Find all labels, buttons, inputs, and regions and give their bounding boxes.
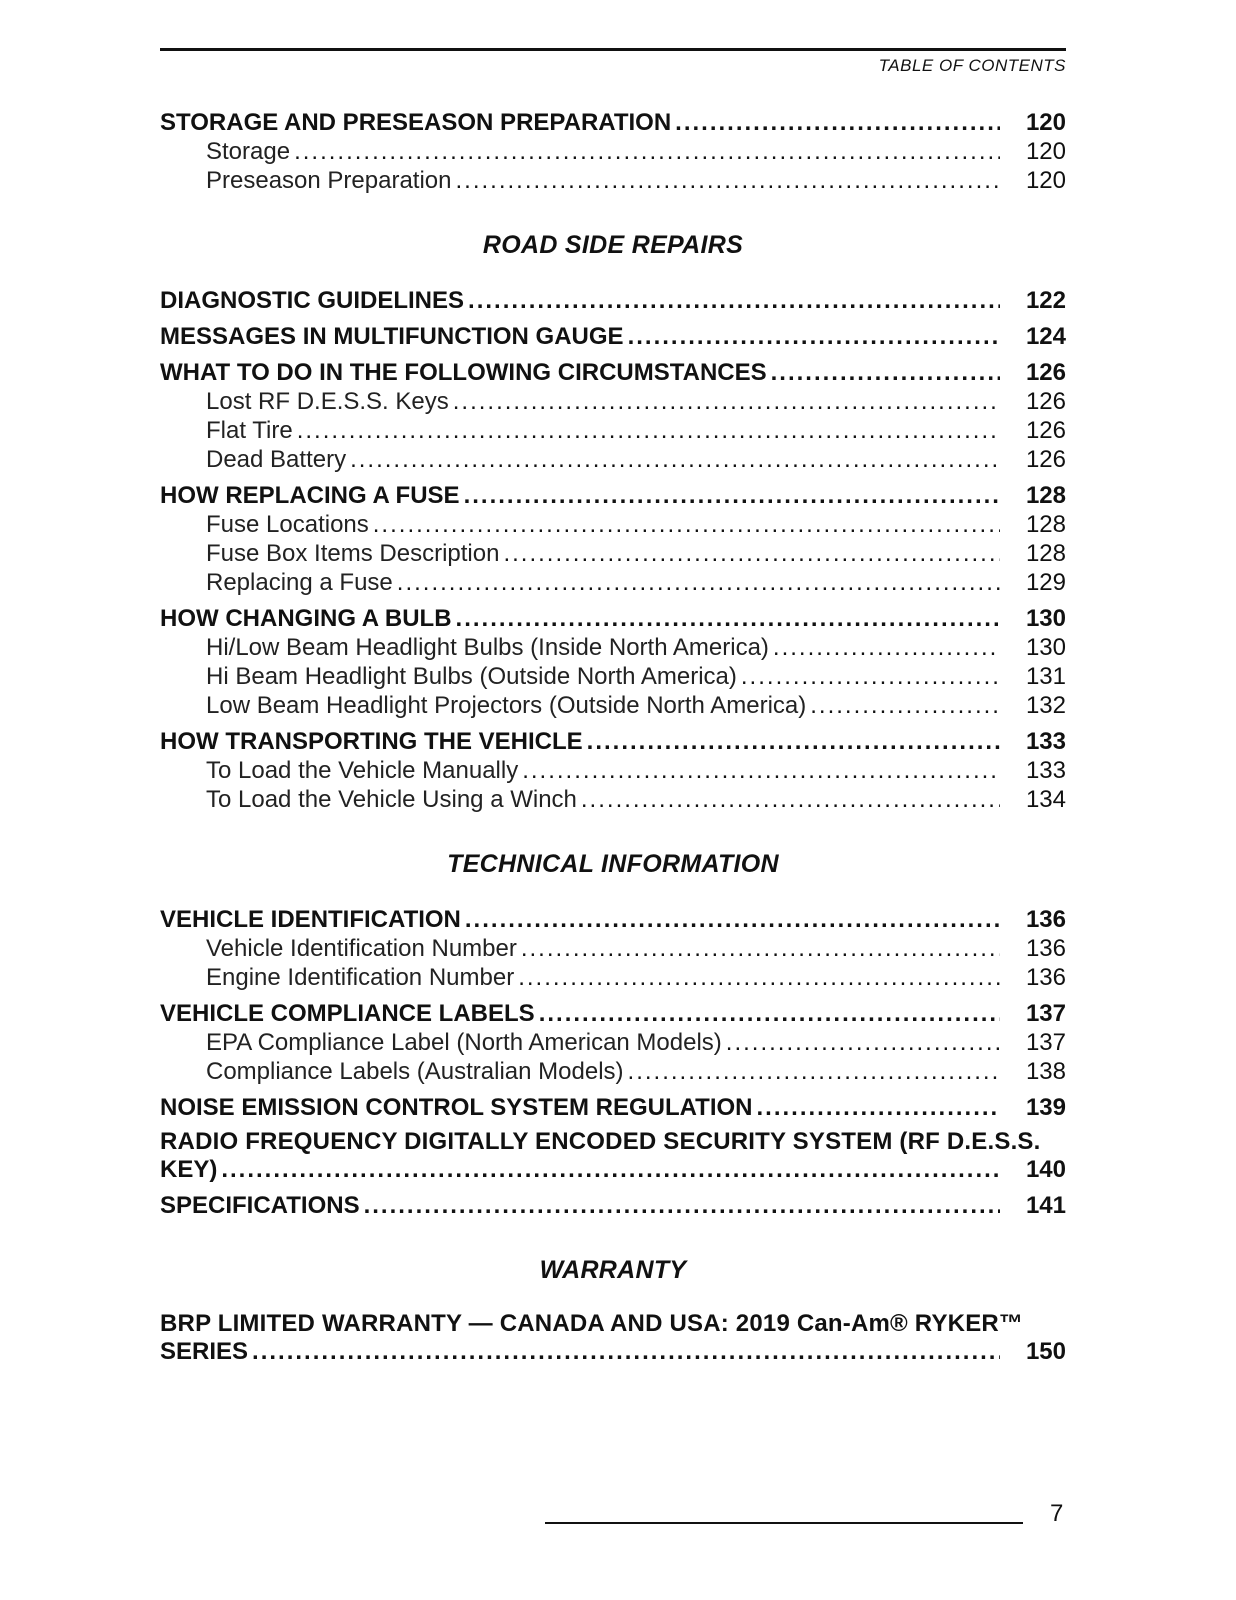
- toc-entry-title: HOW REPLACING A FUSE: [160, 482, 460, 509]
- toc-entry-page: 140: [1025, 1156, 1066, 1183]
- toc-entry-title: STORAGE AND PRESEASON PREPARATION: [160, 109, 672, 136]
- dot-leader: [628, 322, 1000, 351]
- page-number: 7: [1050, 1500, 1064, 1527]
- dot-leader: [587, 727, 1000, 756]
- toc-entry-title: Vehicle Identification Number: [206, 934, 517, 962]
- toc-entry-title: HOW TRANSPORTING THE VEHICLE: [160, 728, 583, 755]
- toc-entry-title: Fuse Locations: [206, 510, 369, 538]
- toc-entry-title: Replacing a Fuse: [206, 568, 393, 596]
- toc-entry-title: VEHICLE COMPLIANCE LABELS: [160, 1000, 535, 1027]
- toc-entry-title: VEHICLE IDENTIFICATION: [160, 906, 461, 933]
- dot-leader: [364, 1191, 1000, 1220]
- toc-entry-title: Hi Beam Headlight Bulbs (Outside North America): [206, 662, 737, 690]
- toc-entry-title: NOISE EMISSION CONTROL SYSTEM REGULATION: [160, 1094, 753, 1121]
- toc-subentry-epa-label[interactable]: [160, 1028, 1066, 1057]
- toc-entry-page: 122: [1025, 287, 1066, 314]
- toc-entry-page: 120: [1025, 137, 1066, 165]
- dot-leader: [350, 445, 1000, 474]
- toc-entry-page: 137: [1025, 1028, 1066, 1056]
- dot-leader: [521, 934, 1000, 963]
- dot-leader: [456, 604, 1000, 633]
- toc-entry-page: 137: [1025, 1000, 1066, 1027]
- toc-subentry-fuse-box[interactable]: [160, 539, 1066, 568]
- toc-entry-title: Preseason Preparation: [206, 166, 452, 194]
- toc-entry-page: 136: [1025, 934, 1066, 962]
- dot-leader: [771, 358, 1000, 387]
- toc-entry-page: 131: [1025, 662, 1066, 690]
- dot-leader: [464, 481, 1000, 510]
- toc-entry-title-line2: SERIES: [160, 1338, 249, 1365]
- toc-entry-page: 141: [1025, 1192, 1066, 1219]
- toc-entry-title: Compliance Labels (Australian Models): [206, 1057, 624, 1085]
- dot-leader: [221, 1155, 1000, 1184]
- toc-entry-circumstances[interactable]: [160, 358, 1066, 387]
- toc-entry-page: 128: [1025, 510, 1066, 538]
- dot-leader: [810, 691, 1000, 720]
- section-title-road-side-repairs: ROAD SIDE REPAIRS: [482, 231, 744, 259]
- section-title-warranty: WARRANTY: [539, 1256, 687, 1284]
- toc-subentry-engine-id[interactable]: [160, 963, 1066, 992]
- dot-leader: [675, 108, 1000, 137]
- toc-entry-compliance-labels[interactable]: [160, 999, 1066, 1028]
- toc-entry-page: 120: [1025, 166, 1066, 194]
- toc-subentry-vin[interactable]: [160, 934, 1066, 963]
- toc-entry-transporting[interactable]: [160, 727, 1066, 756]
- dot-leader: [539, 999, 1000, 1028]
- toc-entry-title: Low Beam Headlight Projectors (Outside North America): [206, 691, 807, 719]
- toc-entry-title: Hi/Low Beam Headlight Bulbs (Inside North America): [206, 633, 769, 661]
- toc-subentry-flat-tire[interactable]: [160, 416, 1066, 445]
- footer-rule: [545, 1522, 1023, 1524]
- dot-leader: [455, 166, 1000, 195]
- toc-entry-vehicle-identification[interactable]: [160, 905, 1066, 934]
- dot-leader: [741, 662, 1000, 691]
- dot-leader: [294, 137, 1000, 166]
- toc-subentry-preseason[interactable]: [160, 166, 1066, 195]
- dot-leader: [522, 756, 1000, 785]
- section-title-technical-information: TECHNICAL INFORMATION: [447, 850, 779, 878]
- toc-entry-title: WHAT TO DO IN THE FOLLOWING CIRCUMSTANCES: [160, 359, 767, 386]
- toc-entry-changing-bulb[interactable]: [160, 604, 1066, 633]
- table-of-contents: [160, 108, 1066, 1366]
- toc-entry-page: 126: [1025, 416, 1066, 444]
- toc-entry-title: DIAGNOSTIC GUIDELINES: [160, 287, 465, 314]
- toc-entry-noise-emission[interactable]: [160, 1093, 1066, 1122]
- toc-subentry-low-beam[interactable]: [160, 691, 1066, 720]
- toc-subentry-fuse-locations[interactable]: [160, 510, 1066, 539]
- toc-entry-page: 134: [1025, 785, 1066, 813]
- toc-entry-title-line2: KEY): [160, 1156, 218, 1183]
- toc-entry-title: HOW CHANGING A BULB: [160, 605, 452, 632]
- toc-entry-title: SPECIFICATIONS: [160, 1192, 360, 1219]
- toc-entry-title: To Load the Vehicle Manually: [206, 756, 519, 784]
- toc-entry-title: To Load the Vehicle Using a Winch: [206, 785, 577, 813]
- toc-entry-specifications[interactable]: [160, 1191, 1066, 1220]
- toc-entry-title: Dead Battery: [206, 445, 347, 473]
- toc-subentry-load-manually[interactable]: [160, 756, 1066, 785]
- toc-subentry-hi-low-beam[interactable]: [160, 633, 1066, 662]
- toc-entry-page: 133: [1025, 728, 1066, 755]
- toc-entry-title: Engine Identification Number: [206, 963, 515, 991]
- toc-subentry-hi-beam[interactable]: [160, 662, 1066, 691]
- dot-leader: [757, 1093, 1001, 1122]
- toc-subentry-storage[interactable]: [160, 137, 1066, 166]
- dot-leader: [252, 1337, 1000, 1366]
- toc-entry-title-line1: BRP LIMITED WARRANTY — CANADA AND USA: 2019 Can-Am® RYKER™: [160, 1310, 1024, 1337]
- toc-entry-brp-warranty[interactable]: [160, 1311, 1066, 1366]
- dot-leader: [503, 539, 1000, 568]
- toc-entry-page: 132: [1025, 691, 1066, 719]
- toc-entry-title: EPA Compliance Label (North American Models): [206, 1028, 722, 1056]
- toc-entry-page: 120: [1025, 109, 1066, 136]
- toc-entry-page: 136: [1025, 963, 1066, 991]
- toc-entry-title: MESSAGES IN MULTIFUNCTION GAUGE: [160, 323, 624, 350]
- toc-subentry-lost-keys[interactable]: [160, 387, 1066, 416]
- toc-entry-page: 126: [1025, 387, 1066, 415]
- toc-entry-diagnostic[interactable]: [160, 286, 1066, 315]
- toc-subentry-load-winch[interactable]: [160, 785, 1066, 814]
- toc-entry-page: 138: [1025, 1057, 1066, 1085]
- toc-entry-page: 126: [1025, 359, 1066, 386]
- toc-entry-page: 128: [1025, 482, 1066, 509]
- toc-entry-rf-dess[interactable]: [160, 1129, 1066, 1184]
- toc-entry-title: Flat Tire: [206, 416, 293, 444]
- toc-entry-page: 136: [1025, 906, 1066, 933]
- toc-entry-title: Fuse Box Items Description: [206, 539, 500, 567]
- toc-entry-page: 139: [1025, 1094, 1066, 1121]
- toc-entry-replacing-fuse[interactable]: [160, 481, 1066, 510]
- dot-leader: [397, 568, 1000, 597]
- dot-leader: [628, 1057, 1000, 1086]
- toc-entry-title: Storage: [206, 137, 291, 165]
- toc-entry-page: 128: [1025, 539, 1066, 567]
- toc-subentry-replacing-a-fuse[interactable]: [160, 568, 1066, 597]
- toc-subentry-dead-battery[interactable]: [160, 445, 1066, 474]
- toc-entry-page: 129: [1025, 568, 1066, 596]
- header-rule: [160, 48, 1066, 51]
- toc-entry-page: 126: [1025, 445, 1066, 473]
- toc-entry-page: 130: [1025, 633, 1066, 661]
- dot-leader: [518, 963, 1000, 992]
- dot-leader: [373, 510, 1000, 539]
- dot-leader: [726, 1028, 1000, 1057]
- dot-leader: [465, 905, 1000, 934]
- toc-entry-page: 150: [1025, 1338, 1066, 1365]
- dot-leader: [468, 286, 1000, 315]
- dot-leader: [773, 633, 1000, 662]
- toc-entry-page: 130: [1025, 605, 1066, 632]
- toc-subentry-australian-labels[interactable]: [160, 1057, 1066, 1086]
- toc-entry-title: Lost RF D.E.S.S. Keys: [206, 387, 449, 415]
- dot-leader: [453, 387, 1000, 416]
- toc-entry-page: 133: [1025, 756, 1066, 784]
- running-head: TABLE OF CONTENTS: [878, 56, 1066, 75]
- dot-leader: [297, 416, 1000, 445]
- toc-entry-title-line1: RADIO FREQUENCY DIGITALLY ENCODED SECURITY SYSTEM (RF D.E.S.S.: [160, 1128, 1041, 1155]
- dot-leader: [581, 785, 1000, 814]
- toc-entry-page: 124: [1025, 323, 1066, 350]
- toc-entry-storage-preseason[interactable]: [160, 108, 1066, 137]
- toc-entry-messages[interactable]: [160, 322, 1066, 351]
